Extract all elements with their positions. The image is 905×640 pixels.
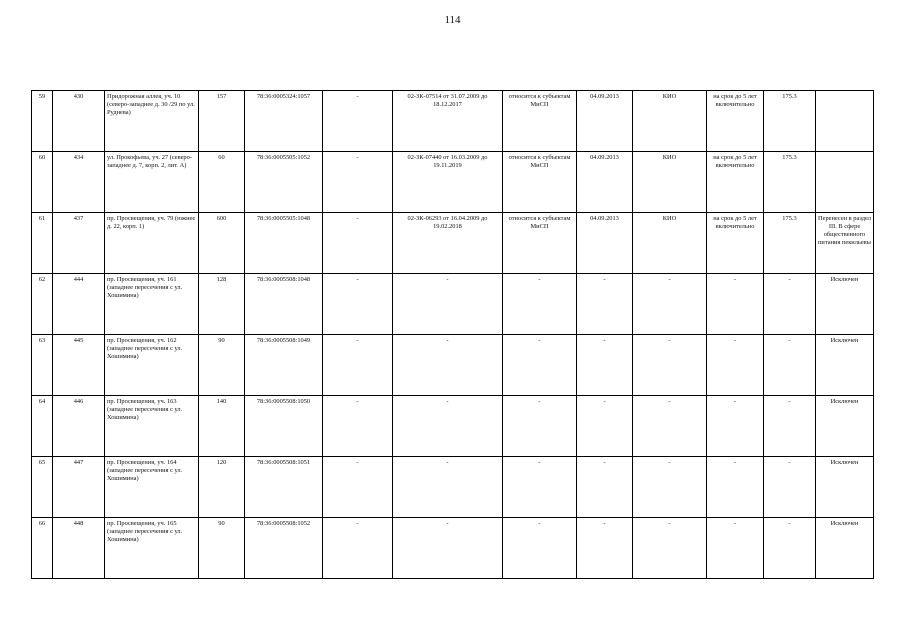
date-cell: - — [577, 335, 633, 396]
address-cell: пр. Просвещения, уч. 165 (западнее пересечения с ул. Хошимина) — [105, 518, 199, 579]
authority-cell: - — [633, 396, 707, 457]
item-id-cell: 437 — [53, 213, 105, 274]
note-cell: Исключен — [816, 396, 874, 457]
note-cell: Исключен — [816, 518, 874, 579]
cadastral-number-cell: 78:36:0005508:1052 — [245, 518, 323, 579]
date-cell: - — [577, 518, 633, 579]
row-number-cell: 60 — [32, 152, 53, 213]
date-cell: 04.09.2013 — [577, 213, 633, 274]
row-number-cell: 65 — [32, 457, 53, 518]
item-id-cell: 446 — [53, 396, 105, 457]
term-cell: - — [707, 457, 764, 518]
note-cell — [816, 91, 874, 152]
area-cell: 128 — [199, 274, 245, 335]
area-cell: 90 — [199, 518, 245, 579]
table-row — [32, 396, 874, 457]
col-empty-cell: - — [323, 213, 393, 274]
table-row — [32, 518, 874, 579]
authority-cell: КИО — [633, 152, 707, 213]
smb-status-cell: - — [503, 274, 577, 335]
cadastral-number-cell: 78:36:0005508:1050 — [245, 396, 323, 457]
value-cell: - — [764, 518, 816, 579]
note-cell: Исключен — [816, 335, 874, 396]
term-cell: - — [707, 274, 764, 335]
col-empty-cell: - — [323, 274, 393, 335]
address-cell: пр. Просвещения, уч. 163 (западнее пересечения с ул. Хошимина) — [105, 396, 199, 457]
smb-status-cell: относится к субъектам МиСП — [503, 152, 577, 213]
table-row — [32, 213, 874, 274]
authority-cell: КИО — [633, 91, 707, 152]
lease-contract-cell: - — [393, 518, 503, 579]
col-empty-cell: - — [323, 152, 393, 213]
term-cell: на срок до 5 лет включительно — [707, 152, 764, 213]
date-cell: 04.09.2013 — [577, 91, 633, 152]
smb-status-cell: - — [503, 396, 577, 457]
authority-cell: - — [633, 335, 707, 396]
smb-status-cell: - — [503, 335, 577, 396]
note-cell: Исключен — [816, 274, 874, 335]
lease-contract-cell: - — [393, 274, 503, 335]
registry-table — [31, 90, 874, 579]
row-number-cell: 61 — [32, 213, 53, 274]
row-number-cell: 59 — [32, 91, 53, 152]
authority-cell: - — [633, 274, 707, 335]
page-number: 114 — [444, 14, 461, 26]
area-cell: 157 — [199, 91, 245, 152]
lease-contract-cell: 02-ЗК-06293 от 16.04.2009 до 19.02.2018 — [393, 213, 503, 274]
value-cell: - — [764, 457, 816, 518]
value-cell: - — [764, 274, 816, 335]
area-cell: 60 — [199, 152, 245, 213]
term-cell: на срок до 5 лет включительно — [707, 91, 764, 152]
col-empty-cell: - — [323, 518, 393, 579]
table-row — [32, 91, 874, 152]
value-cell: 175.3 — [764, 91, 816, 152]
note-cell: Перенесен в раздел III. В сфере общественного питания пекильевы — [816, 213, 874, 274]
area-cell: 600 — [199, 213, 245, 274]
note-cell — [816, 152, 874, 213]
item-id-cell: 444 — [53, 274, 105, 335]
table-row — [32, 152, 874, 213]
smb-status-cell: - — [503, 518, 577, 579]
lease-contract-cell: - — [393, 457, 503, 518]
smb-status-cell: относится к субъектам МиСП — [503, 213, 577, 274]
lease-contract-cell: - — [393, 396, 503, 457]
row-number-cell: 64 — [32, 396, 53, 457]
lease-contract-cell: 02-ЗК-07440 от 16.03.2009 до 19.11.2019 — [393, 152, 503, 213]
authority-cell: КИО — [633, 213, 707, 274]
area-cell: 140 — [199, 396, 245, 457]
term-cell: - — [707, 335, 764, 396]
smb-status-cell: - — [503, 457, 577, 518]
cadastral-number-cell: 78:36:0005324:1057 — [245, 91, 323, 152]
cadastral-number-cell: 78:36:0005508:1051 — [245, 457, 323, 518]
cadastral-number-cell: 78:36:0005508:1048 — [245, 274, 323, 335]
value-cell: 175.3 — [764, 213, 816, 274]
row-number-cell: 63 — [32, 335, 53, 396]
smb-status-cell: относится к субъектам МиСП — [503, 91, 577, 152]
table-row — [32, 335, 874, 396]
value-cell: - — [764, 396, 816, 457]
col-empty-cell: - — [323, 91, 393, 152]
value-cell: 175.3 — [764, 152, 816, 213]
cadastral-number-cell: 78:36:0005505:1048 — [245, 213, 323, 274]
address-cell: пр. Просвещения, уч. 164 (западнее пересечения с ул. Хошимина) — [105, 457, 199, 518]
item-id-cell: 434 — [53, 152, 105, 213]
lease-contract-cell: 02-ЗК-07514 от 31.07.2009 до 18.12.2017 — [393, 91, 503, 152]
item-id-cell: 430 — [53, 91, 105, 152]
address-cell: ул. Прокофьева, уч. 27 (северо-западнее д. 7, корп. 2, лит. А) — [105, 152, 199, 213]
note-cell: Исключен — [816, 457, 874, 518]
item-id-cell: 447 — [53, 457, 105, 518]
date-cell: - — [577, 274, 633, 335]
item-id-cell: 445 — [53, 335, 105, 396]
term-cell: на срок до 5 лет включительно — [707, 213, 764, 274]
table-row — [32, 457, 874, 518]
term-cell: - — [707, 396, 764, 457]
address-cell: Придорожная аллея, уч. 10 (северо-западнее д. 30 /29 по ул. Руднева) — [105, 91, 199, 152]
cadastral-number-cell: 78:36:0005508:1049 — [245, 335, 323, 396]
authority-cell: - — [633, 518, 707, 579]
authority-cell: - — [633, 457, 707, 518]
date-cell: 04.09.2013 — [577, 152, 633, 213]
row-number-cell: 66 — [32, 518, 53, 579]
col-empty-cell: - — [323, 457, 393, 518]
date-cell: - — [577, 396, 633, 457]
cadastral-number-cell: 78:36:0005505:1052 — [245, 152, 323, 213]
address-cell: пр. Просвещения, уч. 161 (западнее пересечения с ул. Хошимина) — [105, 274, 199, 335]
date-cell: - — [577, 457, 633, 518]
area-cell: 120 — [199, 457, 245, 518]
lease-contract-cell: - — [393, 335, 503, 396]
address-cell: пр. Просвещения, уч. 162 (западнее пересечения с ул. Хошимина) — [105, 335, 199, 396]
area-cell: 90 — [199, 335, 245, 396]
term-cell: - — [707, 518, 764, 579]
row-number-cell: 62 — [32, 274, 53, 335]
col-empty-cell: - — [323, 335, 393, 396]
address-cell: пр. Просвещения, уч. 79 (южнее д. 22, корп. 1) — [105, 213, 199, 274]
col-empty-cell: - — [323, 396, 393, 457]
value-cell: - — [764, 335, 816, 396]
item-id-cell: 448 — [53, 518, 105, 579]
table-row — [32, 274, 874, 335]
